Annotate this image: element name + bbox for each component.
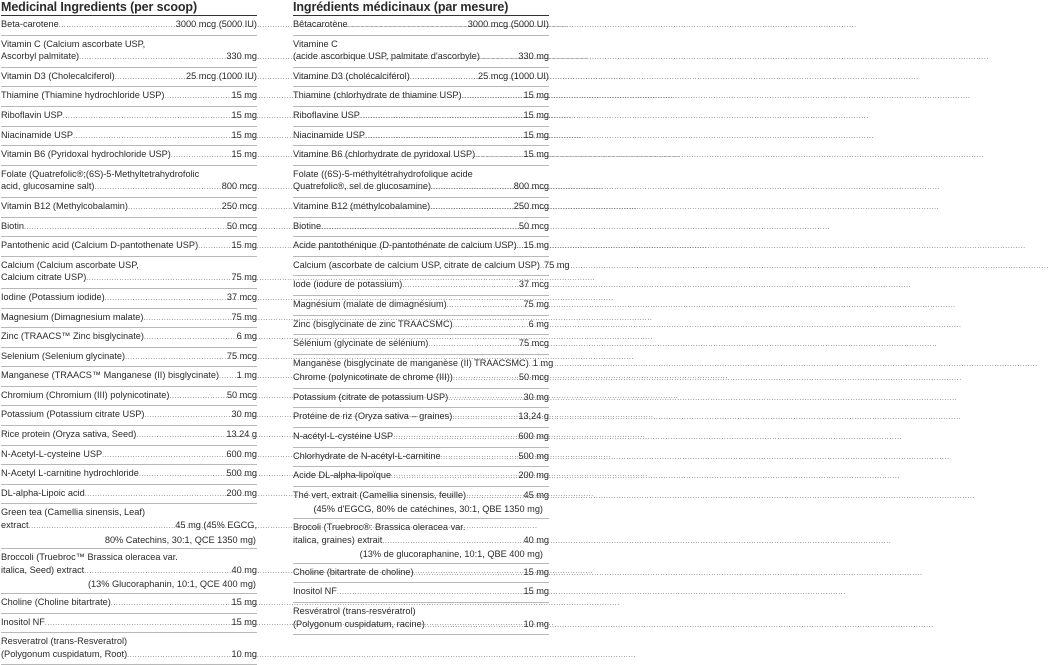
ingredient-row: [1, 271, 257, 286]
dot-leader: [127, 650, 230, 663]
ingredient-row: [293, 200, 549, 215]
dot-leader: [84, 566, 230, 579]
ingredient-row: [293, 337, 549, 352]
ingredient-amount: 37 mcg: [518, 279, 549, 290]
ingredient-name: N-acétyl-L-cystéine USP: [293, 431, 394, 442]
dot-leader: [391, 471, 517, 484]
ingredient-row: [293, 278, 549, 293]
ingredient-detail: (13% de glucoraphanine, 10:1, QBE 400 mg): [359, 549, 543, 560]
dot-leader: [105, 293, 226, 306]
ingredient-name: Rice protein (Oryza sativa, Seed): [1, 429, 137, 440]
ingredient-amount: 15 mg: [523, 90, 549, 101]
ingredient-name: Vitamine D3 (cholécalciférol): [293, 70, 410, 81]
ingredient-row: [293, 298, 549, 313]
ingredient-row: [293, 566, 549, 581]
ingredient-amount: 75 mcg: [226, 350, 257, 361]
ingredient-amount: 30 mg: [231, 409, 257, 420]
ingredient-entry: [293, 296, 549, 316]
ingredient-entry: [293, 335, 549, 355]
ingredient-entry: [1, 367, 257, 387]
ingredient-name: Thé vert, extrait (Camellia sinensis, feuille): [293, 489, 467, 500]
ingredient-amount: 250 mcg: [221, 200, 257, 211]
ingredient-entry: [1, 348, 257, 368]
ingredient-amount: 75 mg: [543, 259, 570, 270]
ingredient-row: [1, 448, 257, 463]
ingredient-amount: 1 mg: [532, 357, 554, 368]
ingredient-name: Chrome (polynicotinate de chrome (III)): [293, 372, 453, 383]
dot-leader: [441, 452, 518, 465]
ingredient-amount: 13,24 g: [518, 411, 549, 422]
ingredient-name: Chlorhydrate de N-acétyl-L-carnitine: [293, 450, 441, 461]
ingredient-name: Biotine: [293, 220, 322, 231]
ingredient-amount: 15 mg: [231, 597, 257, 607]
ingredient-entry: [293, 198, 549, 218]
ingredient-entry: [1, 107, 257, 127]
ingredient-name: (Polygonum cuspidatum, racine): [293, 618, 425, 629]
ingredient-name: N-Acetyl-L-cysteine USP: [1, 448, 103, 459]
ingredient-amount: 15 mg: [523, 240, 549, 251]
ingredient-entry: [293, 564, 549, 584]
ingredient-entry: [1, 218, 257, 238]
dot-leader: [475, 150, 522, 163]
ingredient-name: Niacinamide USP: [1, 129, 73, 140]
ingredient-name: Chromium (Chromium (III) polynicotinate): [1, 389, 170, 400]
ingredient-row: [293, 70, 549, 85]
ingredient-amount: 250 mcg: [513, 200, 549, 211]
ingredient-row: [293, 220, 549, 235]
ingredient-row: [1, 408, 257, 423]
ingredient-row: [1, 129, 257, 144]
ingredient-row: [293, 469, 549, 484]
ingredient-entry: [293, 355, 554, 389]
ingredient-row: [293, 18, 549, 33]
ingredient-amount: 15 mg: [523, 586, 549, 597]
ingredient-row: [1, 428, 257, 443]
ingredient-name: Manganèse (bisglycinate de manganèse (II) TRAACSMC): [293, 357, 529, 368]
ingredient-entry: [293, 16, 549, 36]
ingredient-row: [1, 50, 257, 65]
ingredient-name: Ascorbyl palmitate): [1, 51, 80, 62]
ingredient-entry: [293, 36, 549, 68]
ingredient-name: Thiamine (Thiamine hydrochloride USP): [1, 90, 165, 101]
ingredient-name: Vitamine B12 (méthylcobalamine): [293, 200, 431, 211]
ingredient-entry: [293, 467, 549, 487]
ingredient-name: Choline (Choline bitartrate): [1, 597, 111, 607]
ingredient-name-line: Calcium (Calcium ascorbate USP,: [1, 259, 139, 270]
dot-leader: [45, 618, 231, 631]
ingredient-name: Acide DL-alpha-lipoïque: [293, 470, 392, 481]
dot-leader: [402, 280, 518, 293]
ingredient-entry: [1, 549, 257, 594]
ingredient-row: [293, 489, 549, 504]
dot-leader: [144, 332, 236, 345]
dot-leader: [125, 352, 226, 365]
ingredient-name: Vitamin B6 (Pyridoxal hydrochloride USP): [1, 149, 171, 160]
ingredient-entry: [1, 146, 257, 166]
ingredient-entry: [1, 633, 257, 665]
ingredient-name: N-Acetyl L-carnitine hydrochloride: [1, 468, 139, 479]
ingredient-entry: [1, 198, 257, 218]
ingredient-row: [1, 369, 257, 384]
dot-leader: [430, 202, 513, 215]
dot-leader: [360, 111, 523, 124]
ingredient-name: Choline (bitartrate de choline): [293, 566, 414, 577]
ingredient-amount: 800 mcg: [513, 181, 549, 192]
ingredient-row: [293, 109, 549, 124]
ingredient-amount: 500 mg: [226, 468, 257, 479]
ingredient-row: [1, 467, 257, 482]
ingredient-row: [1, 330, 257, 345]
ingredient-row: [293, 585, 549, 600]
ingredient-entry: [1, 387, 257, 407]
ingredient-row: [293, 318, 549, 333]
ingredient-row: [1, 596, 257, 611]
ingredient-name: Zinc (TRAACS™ Zinc bisglycinate): [1, 331, 144, 342]
ingredient-entry: [293, 519, 549, 564]
ingredient-row: [1, 89, 257, 104]
ingredient-name: (acide ascorbique USP, palmitate d'ascorbyle): [293, 51, 480, 62]
ingredient-name: Inositol NF: [293, 586, 337, 597]
ingredient-entry: [293, 218, 549, 238]
ingredient-row: [1, 564, 257, 579]
ingredient-name-line: Resvératrol (trans-resvératrol): [293, 606, 416, 616]
ingredient-row: [293, 357, 554, 372]
ingredient-row: [1, 70, 257, 85]
ingredient-name: Pantothenic acid (Calcium D-pantothenate USP): [1, 240, 199, 251]
ingredient-row: [293, 89, 549, 104]
ingredient-row: [1, 148, 257, 163]
ingredient-entry: [293, 487, 549, 519]
ingredient-name: Bêtacarotène: [293, 19, 348, 29]
ingredient-amount: 1 mg: [236, 370, 257, 381]
ingredient-entry: [293, 87, 549, 107]
dot-leader: [128, 202, 221, 215]
dot-leader: [466, 491, 522, 504]
ingredient-row: [1, 220, 257, 235]
ingredient-amount: 50 mcg: [518, 372, 549, 383]
ingredient-name: Vitamine B6 (chlorhydrate de pyridoxal USP): [293, 149, 476, 160]
ingredient-amount: 200 mg: [226, 487, 257, 498]
ingredient-name: (Polygonum cuspidatum, Root): [1, 648, 128, 659]
ingredient-row: [1, 648, 257, 663]
ingredient-entry: [293, 257, 570, 277]
ingredient-entry: [1, 406, 257, 426]
ingredient-entry: [293, 316, 549, 336]
dot-leader: [143, 313, 230, 326]
dot-leader: [169, 391, 225, 404]
ingredient-name: Vitamin D3 (Cholecalciferol): [1, 70, 115, 81]
ingredient-name-line: Folate (Quatrefolic®;(6S)-5-Methyltetrahydrofolic: [1, 168, 200, 179]
ingredient-name: Iodine (Potassium iodide): [1, 291, 105, 302]
dot-leader: [94, 182, 220, 195]
dot-leader: [115, 72, 185, 85]
ingredient-amount: 50 mcg: [226, 220, 257, 231]
dot-leader: [462, 91, 523, 104]
ingredient-name: Beta-carotene: [1, 19, 59, 29]
dot-leader: [321, 222, 518, 235]
ingredient-name: Niacinamide USP: [293, 129, 365, 140]
ingredient-amount: 25 mcg (1000 IU): [186, 70, 257, 81]
ingredient-entry: [293, 107, 549, 127]
ingredient-entry: [293, 127, 549, 147]
ingredient-row: [1, 18, 257, 33]
ingredient-amount: 500 mg: [518, 450, 549, 461]
ingredient-amount: 75 mg: [231, 272, 257, 283]
ingredient-amount: 15 mg: [523, 129, 549, 140]
ingredient-name: Sélénium (glycinate de sélénium): [293, 338, 429, 349]
dot-leader: [453, 320, 528, 333]
ingredient-entry: [1, 328, 257, 348]
ingredient-amount: 6 mg: [236, 331, 257, 342]
ingredient-entry: [1, 465, 257, 485]
ingredient-amount: 800 mcg: [221, 181, 257, 192]
ingredient-entry: [1, 614, 257, 634]
ingredient-row: [1, 350, 257, 365]
ingredient-name: Vitamin B12 (Methylcobalamin): [1, 200, 128, 211]
french-ingredients-panel: [293, 0, 570, 635]
ingredient-row: [293, 534, 549, 549]
ingredient-entry: [1, 309, 257, 329]
dot-leader: [219, 371, 236, 384]
ingredient-name: Manganese (TRAACS™ Manganese (II) bisglycinate): [1, 370, 220, 381]
ingredient-entry: [293, 603, 549, 635]
ingredient-entry: [293, 68, 549, 88]
dot-leader: [164, 91, 230, 104]
ingredient-entry: [1, 87, 257, 107]
dot-leader: [428, 339, 518, 352]
dot-leader: [414, 568, 523, 581]
ingredient-amount: 75 mg: [523, 298, 549, 309]
ingredient-amount: 600 mg: [226, 448, 257, 459]
dot-leader: [102, 450, 225, 463]
dot-leader: [453, 373, 518, 386]
dot-leader: [393, 432, 517, 445]
ingredient-row: [1, 180, 257, 195]
dot-leader: [86, 273, 230, 286]
dot-leader: [144, 410, 230, 423]
ingredient-name: Zinc (bisglycinate de zinc TRAACSMC): [293, 318, 453, 329]
ingredient-entry: [293, 448, 549, 468]
french-title: Ingrédients médicinaux (par mesure): [293, 0, 509, 14]
dot-leader: [365, 131, 522, 144]
ingredient-name: Biotin: [1, 220, 24, 231]
ingredient-name: Quatrefolic®, sel de glucosamine): [293, 181, 432, 192]
ingredient-row: [1, 200, 257, 215]
ingredient-entry: [293, 408, 549, 428]
ingredient-entry: [1, 36, 257, 68]
ingredient-row: [293, 259, 570, 274]
ingredient-name-line: Vitamin C (Calcium ascorbate USP,: [1, 38, 146, 49]
ingredient-amount: 45 mg (45% EGCG,: [175, 520, 257, 531]
ingredient-detail: (45% d'EGCG, 80% de catéchines, 30:1, QBE 1350 mg): [313, 504, 543, 515]
ingredient-entry: [1, 16, 257, 36]
ingredient-row: [293, 180, 549, 195]
dot-leader: [79, 52, 225, 65]
ingredient-amount: 6 mg: [528, 318, 549, 329]
ingredient-amount: 50 mcg: [226, 389, 257, 400]
ingredient-name-line: Folate ((6S)-5-méthyltétrahydrofolique acide: [293, 168, 473, 179]
ingredient-name: Inositol NF: [1, 616, 45, 627]
ingredient-amount: 330 mg: [518, 51, 549, 62]
english-title: Medicinal Ingredients (per scoop): [1, 0, 198, 14]
ingredient-amount: 37 mcg: [226, 291, 257, 302]
ingredient-entry: [1, 166, 257, 198]
ingredient-row: [293, 50, 549, 65]
ingredient-entry: [293, 237, 549, 257]
ingredient-name: Acide pantothénique (D-pantothénate de calcium USP): [293, 240, 517, 251]
dot-leader: [29, 521, 175, 534]
ingredient-name: Magnésium (malate de dimagnésium): [293, 298, 447, 309]
ingredient-amount: 40 mg: [523, 534, 549, 545]
ingredient-entry: [293, 146, 549, 166]
ingredient-name: Selenium (Selenium glycinate): [1, 350, 126, 361]
dot-leader: [425, 620, 523, 633]
ingredient-name: Potassium (citrate de potassium USP): [293, 391, 449, 402]
ingredient-row: [293, 371, 549, 386]
ingredient-row: [1, 616, 257, 631]
dot-leader: [171, 150, 231, 163]
ingredient-amount: 45 mg: [523, 489, 549, 500]
ingredient-name: acid, glucosamine salt): [1, 181, 95, 192]
ingredient-entry: [1, 594, 257, 614]
ingredient-entry: [293, 583, 549, 603]
ingredient-name-line: Broccoli (Truebroc™ Brassica oleracea var.: [1, 552, 178, 563]
ingredient-amount: 330 mg: [226, 51, 257, 62]
ingredient-amount: 15 mg: [231, 149, 257, 160]
english-ingredients-panel: [1, 0, 257, 665]
dot-leader: [136, 430, 225, 443]
ingredient-entry: [293, 276, 549, 296]
ingredient-name: italica, graines) extrait: [293, 534, 383, 545]
ingredient-name: Iode (iodure de potassium): [293, 279, 403, 290]
ingredient-name: Protéine de riz (Oryza sativa – graines): [293, 411, 453, 422]
ingredient-amount: 3000 mcg (5000 IU): [175, 19, 257, 29]
ingredient-amount: 30 mg: [523, 391, 549, 402]
ingredient-entry: [1, 127, 257, 147]
ingredient-row: [293, 391, 549, 406]
dot-leader: [452, 412, 517, 425]
french-ingredient-list: [293, 16, 570, 635]
ingredient-detail: 80% Catechins, 30:1, QCE 1350 mg): [104, 534, 256, 545]
dot-leader: [73, 131, 230, 144]
ingredient-amount: 75 mcg: [518, 338, 549, 349]
ingredient-name: Calcium citrate USP): [1, 272, 87, 283]
ingredient-row: [1, 487, 257, 502]
ingredient-row: [1, 519, 257, 534]
ingredient-name: Riboflavin USP: [1, 109, 63, 120]
ingredient-entry: [1, 289, 257, 309]
dot-leader: [24, 222, 226, 235]
ingredient-entry: [1, 446, 257, 466]
ingredient-row: [293, 618, 549, 633]
ingredient-amount: 15 mg: [231, 129, 257, 140]
ingredient-row: [293, 430, 549, 445]
dot-leader: [348, 20, 467, 33]
ingredient-amount: 10 mg: [523, 618, 549, 629]
ingredient-row: [1, 291, 257, 306]
ingredient-entry: [293, 166, 549, 198]
ingredient-name: Thiamine (chlorhydrate de thiamine USP): [293, 90, 462, 101]
ingredient-entry: [1, 257, 257, 289]
ingredient-entry: [1, 237, 257, 257]
ingredient-row: [293, 129, 549, 144]
ingredient-row: [293, 410, 549, 425]
ingredient-name-line: Brocoli (Truebroc®: Brassica oleracea var.: [293, 522, 466, 533]
ingredient-amount: 10 mg: [231, 648, 257, 659]
ingredient-name: Magnesium (Dimagnesium malate): [1, 311, 144, 322]
ingredient-amount: 15 mg: [231, 616, 257, 627]
ingredient-entry: [293, 428, 549, 448]
ingredient-name: Calcium (ascorbate de calcium USP, citrate de calcium USP): [293, 259, 540, 270]
ingredient-entry: [1, 504, 257, 549]
dot-leader: [85, 489, 226, 502]
ingredient-amount: 75 mg: [231, 311, 257, 322]
ingredient-amount: 15 mg: [523, 109, 549, 120]
ingredient-row: [1, 311, 257, 326]
dot-leader: [337, 587, 523, 600]
ingredient-entry: [1, 68, 257, 88]
ingredient-amount: 40 mg: [231, 564, 257, 575]
dot-leader: [480, 52, 517, 65]
ingredient-row: [1, 109, 257, 124]
ingredient-amount: 15 mg: [231, 109, 257, 120]
ingredient-name: italica, Seed) extract: [1, 564, 85, 575]
ingredient-amount: 25 mcg (1000 UI): [478, 70, 549, 81]
dot-leader: [111, 598, 231, 611]
ingredient-row: [293, 239, 549, 254]
ingredient-entry: [1, 426, 257, 446]
ingredient-entry: [1, 485, 257, 505]
dot-leader: [382, 536, 522, 549]
ingredient-amount: 600 mg: [518, 431, 549, 442]
ingredient-name-line: Resveratrol (trans-Resveratrol): [1, 636, 128, 647]
ingredient-amount: 13.24 g: [226, 429, 257, 440]
ingredient-name: Riboflavine USP: [293, 109, 360, 120]
ingredient-amount: 50 mcg: [518, 220, 549, 231]
ingredient-row: [293, 450, 549, 465]
dot-leader: [139, 469, 225, 482]
ingredient-amount: 15 mg: [523, 566, 549, 577]
ingredient-amount: 200 mg: [518, 470, 549, 481]
ingredient-amount: 15 mg: [231, 240, 257, 251]
ingredient-name-line: Vitamine C: [293, 38, 338, 49]
dot-leader: [198, 241, 230, 254]
ingredient-name: Potassium (Potassium citrate USP): [1, 409, 145, 420]
dot-leader: [448, 393, 522, 406]
ingredient-detail: (13% Glucoraphanin, 10:1, QCE 400 mg): [87, 579, 256, 590]
dot-leader: [59, 20, 175, 33]
ingredient-name: DL-alpha-Lipoic acid: [1, 487, 85, 498]
ingredient-entry: [293, 389, 549, 409]
ingredient-name-line: Green tea (Camellia sinensis, Leaf): [1, 507, 146, 518]
english-ingredient-list: [1, 16, 257, 665]
ingredient-amount: 15 mg: [231, 90, 257, 101]
ingredient-name: extract: [1, 520, 29, 531]
ingredient-row: [1, 239, 257, 254]
dot-leader: [63, 111, 231, 124]
ingredient-amount: 15 mg: [523, 149, 549, 160]
ingredient-row: [293, 148, 549, 163]
ingredient-amount: 3000 mcg (5000 UI): [467, 19, 549, 29]
dot-leader: [431, 182, 513, 195]
dot-leader: [410, 72, 477, 85]
dot-leader: [447, 300, 523, 313]
ingredient-row: [1, 389, 257, 404]
